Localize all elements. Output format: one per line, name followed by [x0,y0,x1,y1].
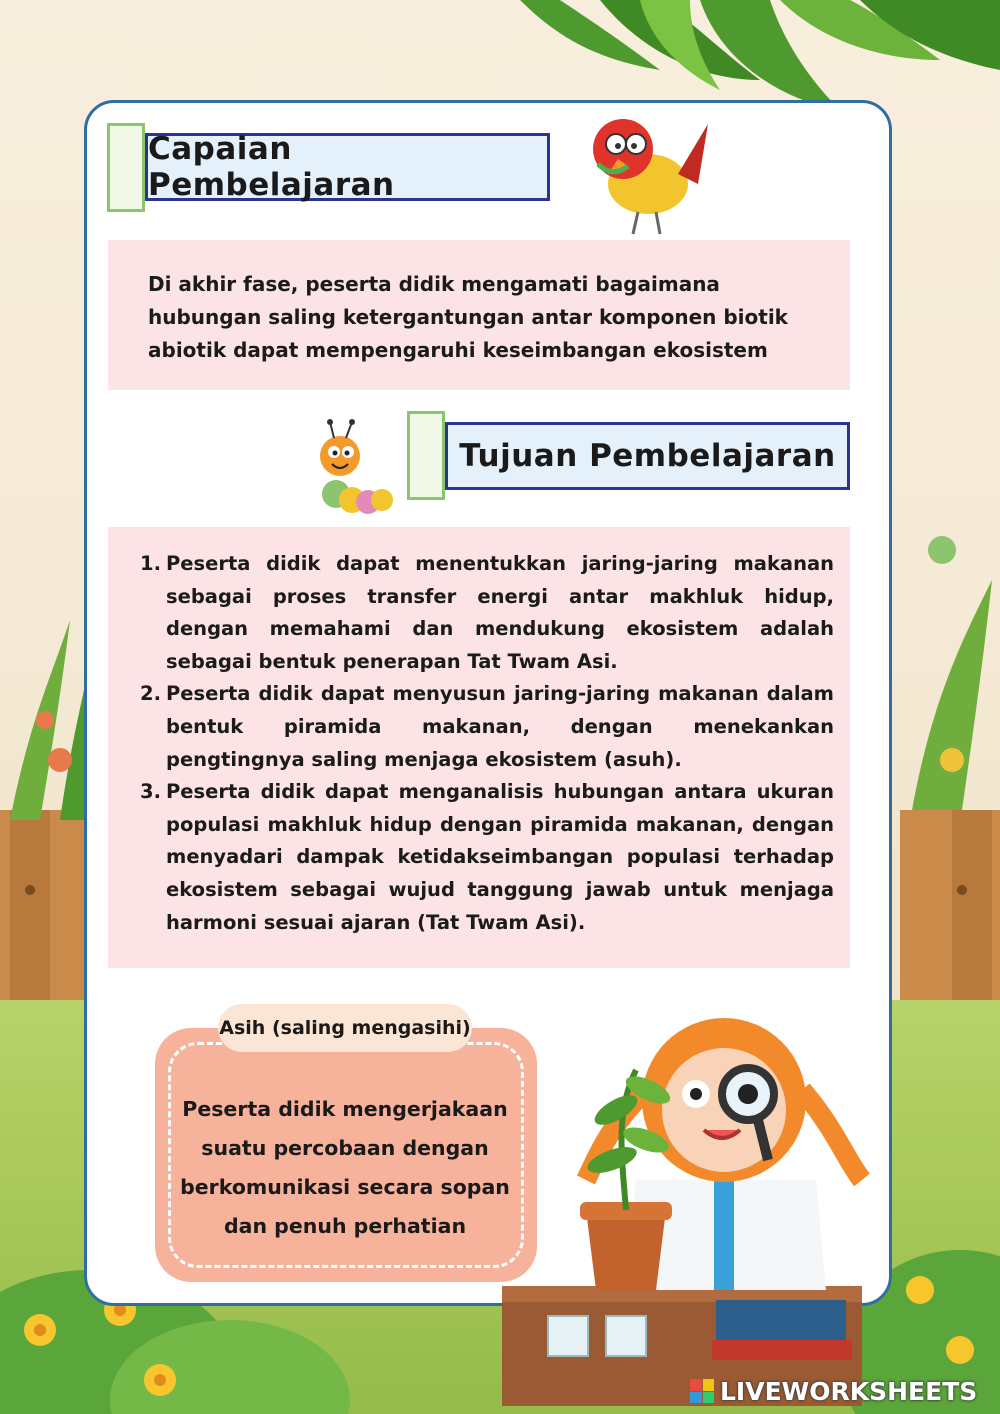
girl-scientist-illustration [496,990,896,1406]
capaian-title: Capaian Pembelajaran [145,133,550,201]
liveworksheets-logo-icon [690,1379,714,1403]
list-item [140,678,834,776]
asih-line: Peserta didik mengerjakaan [182,1097,508,1121]
tujuan-title: Tujuan Pembelajaran [445,422,850,490]
heading-tab-tujuan [407,411,445,500]
left-garden-decoration [0,560,86,1000]
right-garden-decoration [892,520,1000,1000]
liveworksheets-watermark [690,1374,977,1408]
heading-tab-capaian [107,123,145,212]
bird-illustration [578,104,718,240]
list-item [140,776,834,939]
list-number: 2. [140,682,161,706]
list-text: Peserta didik dapat menyusun jaring-jaring makanan dalam bentuk piramida makanan, dengan menekankan pengtingnya saling menjaga ekosistem (asuh). [166,682,834,771]
asih-line: dan penuh perhatian [223,1214,467,1238]
list-item [140,548,834,678]
watermark-text: LIVEWORKSHEETS [720,1376,978,1406]
asih-label: Asih (saling mengasihi) [218,1004,472,1052]
asih-text [172,1090,518,1246]
list-number: 3. [140,780,161,804]
asih-line: suatu percobaan dengan [201,1136,489,1160]
tujuan-list [140,548,834,939]
capaian-text: Di akhir fase, peserta didik mengamati bagaimana hubungan saling ketergantungan antar komponen biotik abiotik dapat mempengaruhi keseimbangan ekosistem [148,272,788,362]
list-text: Peserta didik dapat menentukkan jaring-jaring makanan sebagai proses transfer energi antar makhluk hidup, dengan memahami dan mendukung ekosistem adalah sebagai bentuk penerapan Tat Twam Asi. [166,552,834,673]
list-number: 1. [140,552,161,575]
caterpillar-illustration [306,416,398,520]
list-text: Peserta didik dapat menganalisis hubungan antara ukuran populasi makhluk hidup dengan piramida makanan, dengan menyadari dampak ketidakseimbangan populasi terhadap ekosistem sebagai wujud tanggung jawab untuk menjaga harmoni sesuai ajaran (Tat Twam Asi). [166,780,834,934]
asih-line: berkomunikasi secara sopan [180,1175,510,1199]
